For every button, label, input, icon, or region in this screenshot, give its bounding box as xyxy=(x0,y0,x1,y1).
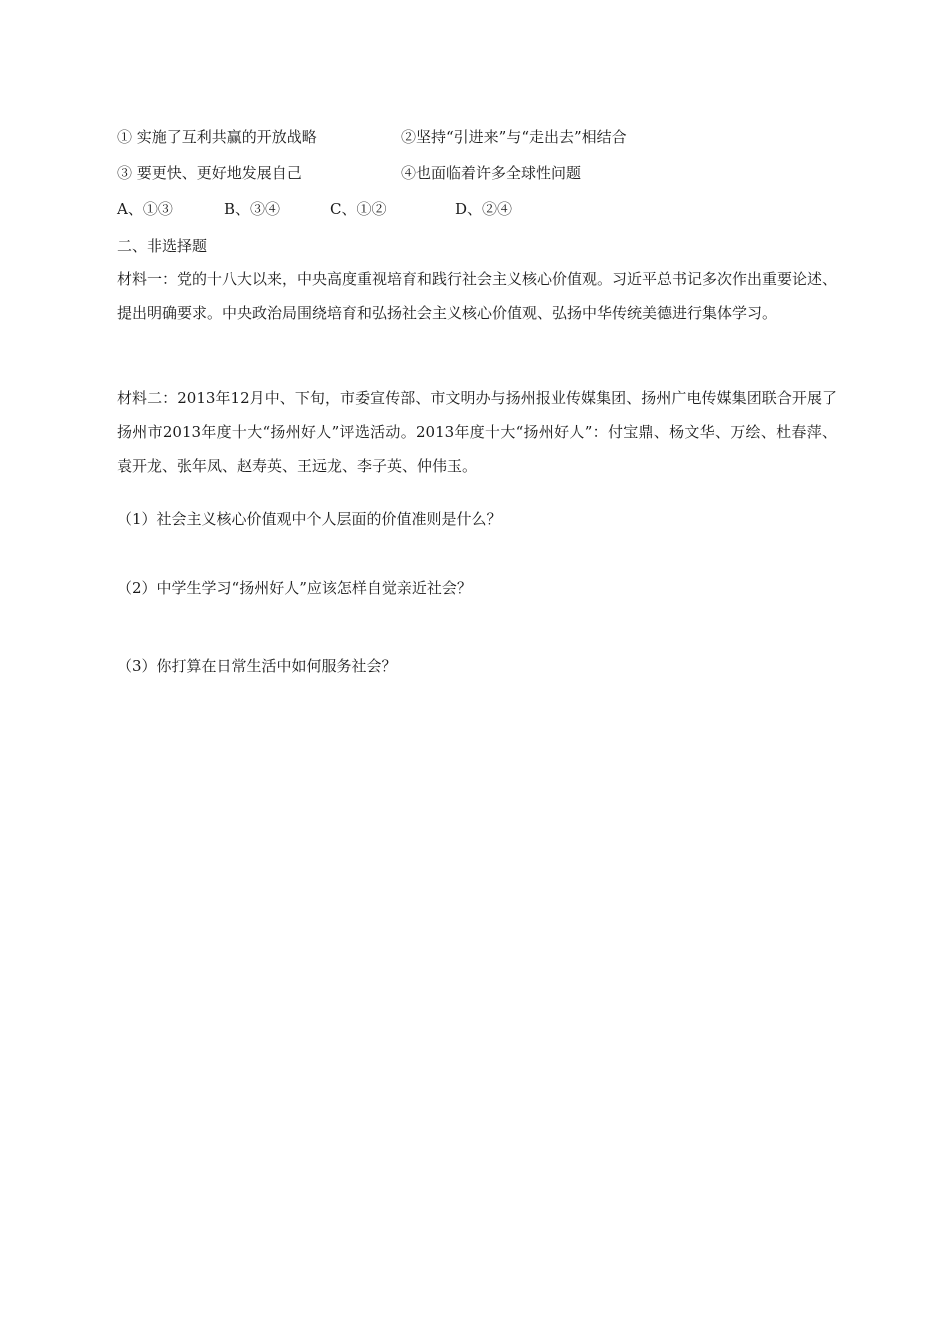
choice-item-2: ②坚持“引进来”与“走出去”相结合 xyxy=(401,128,627,146)
question-1: （1）社会主义核心价值观中个人层面的价值准则是什么？ xyxy=(117,510,502,528)
answer-option-a: A、①③ xyxy=(117,200,173,218)
choice-item-4: ④也面临着许多全球性问题 xyxy=(401,164,582,182)
answer-option-b: B、③④ xyxy=(224,200,281,218)
material-one: 材料一：党的十八大以来，中央高度重视培育和践行社会主义核心价值观。习近平总书记多次作出重要论述、提出明确要求。中央政治局围绕培育和弘扬社会主义核心价值观、弘扬中华传统美德进行集体学习。 xyxy=(117,270,838,322)
choice-item-3: ③ 要更快、更好地发展自己 xyxy=(117,164,302,182)
answer-option-d: D、②④ xyxy=(455,200,513,218)
question-2: （2）中学生学习“扬州好人”应该怎样自觉亲近社会？ xyxy=(117,579,472,597)
choice-item-1: ① 实施了互利共赢的开放战略 xyxy=(117,128,317,146)
question-3: （3）你打算在日常生活中如何服务社会？ xyxy=(117,657,397,675)
section-heading: 二、非选择题 xyxy=(117,237,208,255)
material-two: 材料二：2013年12月中、下旬，市委宣传部、市文明办与扬州报业传媒集团、扬州广电传媒集团联合开展了扬州市2013年度十大“扬州好人”评选活动。2013年度十大“扬州好人”：付宝鼎、杨文华、万绘、杜春萍、袁开龙、张年凤、赵寿英、王远龙、李子英、仲伟玉。 xyxy=(117,389,837,475)
answer-option-c: C、①② xyxy=(330,200,387,218)
